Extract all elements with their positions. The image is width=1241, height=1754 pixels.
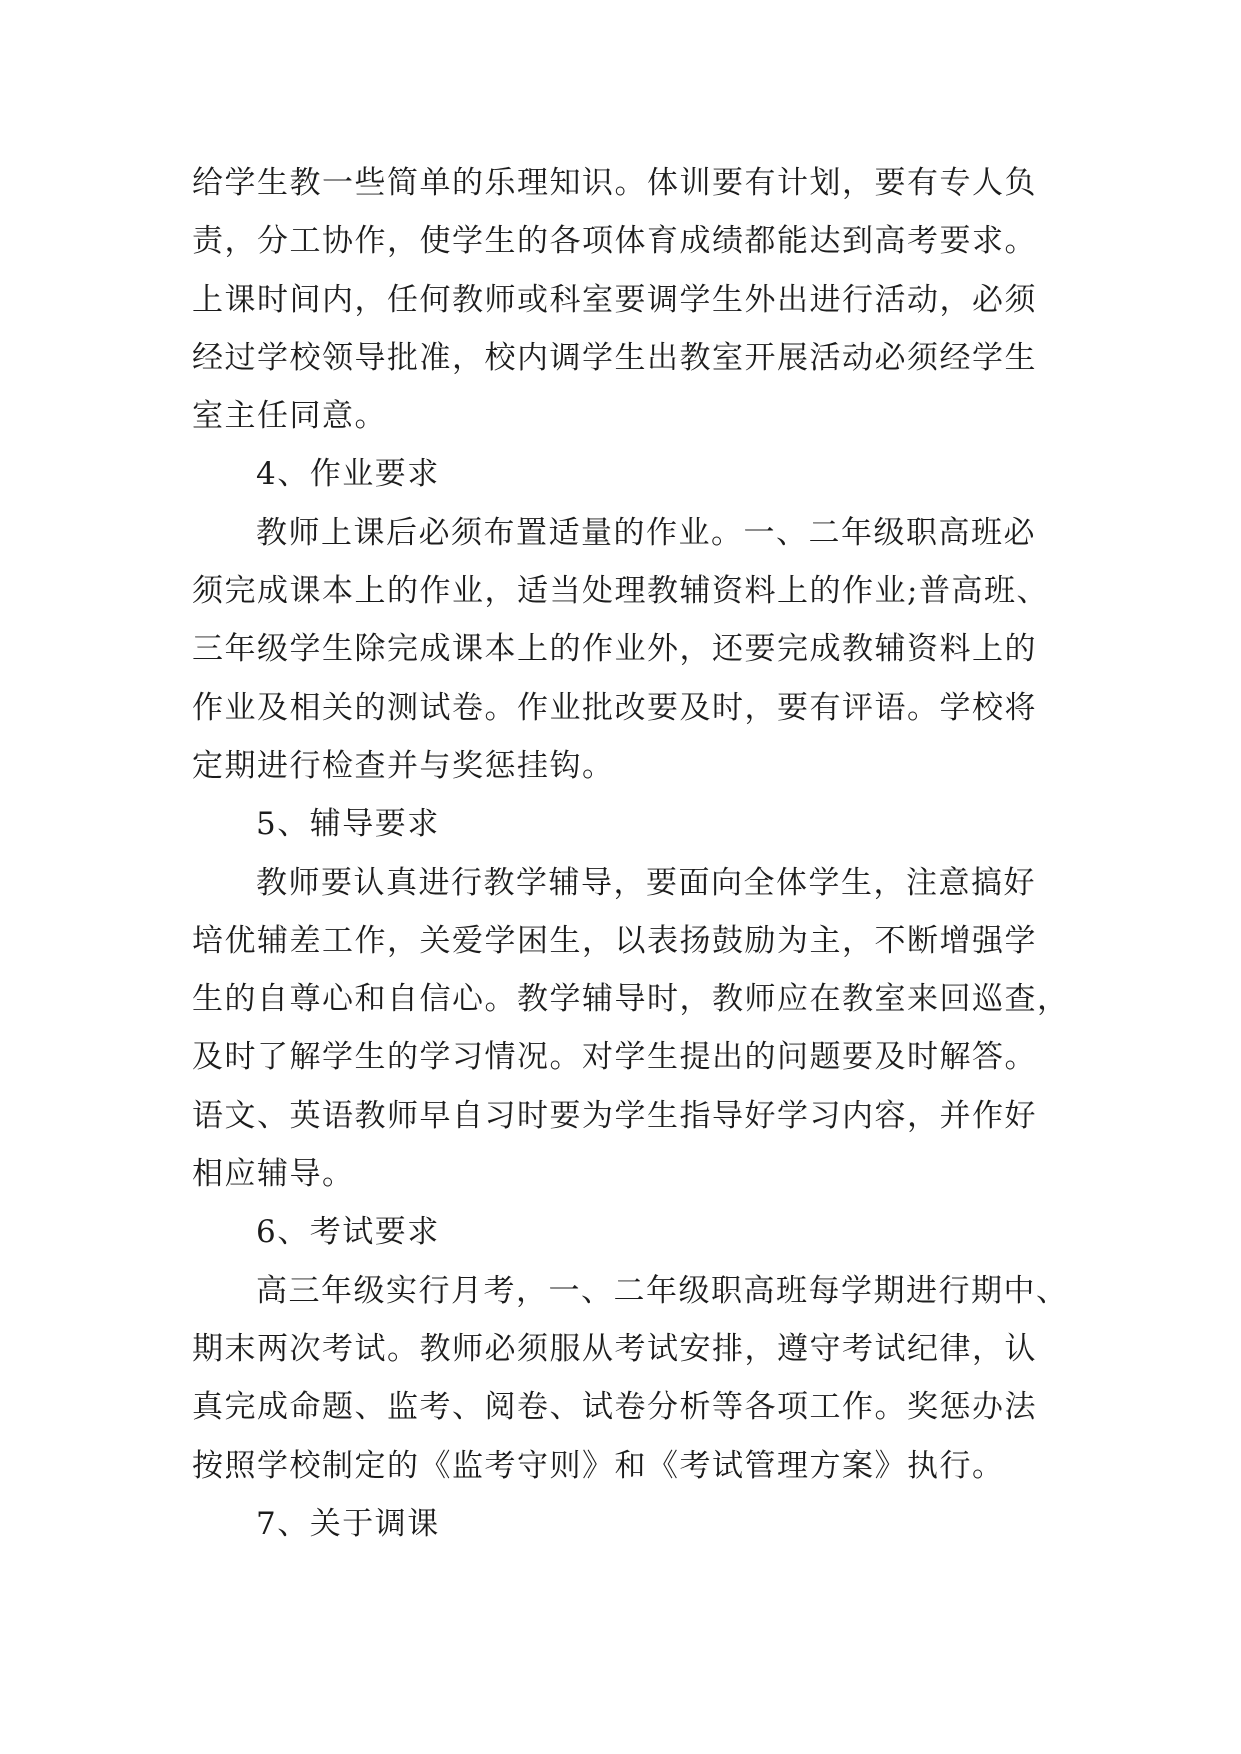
text-line: 责，分工协作，使学生的各项体育成绩都能达到高考要求。	[192, 223, 1037, 260]
text-line: 及时了解学生的学习情况。对学生提出的问题要及时解答。	[192, 1039, 1037, 1076]
text-line: 生的自尊心和自信心。教学辅导时，教师应在教室来回巡查，	[192, 981, 1070, 1018]
text-line: 上课时间内，任何教师或科室要调学生外出进行活动，必须	[192, 281, 1037, 318]
text-line: 三年级学生除完成课本上的作业外，还要完成教辅资料上的	[192, 631, 1037, 668]
text-line: 培优辅差工作，关爱学困生，以表扬鼓励为主，不断增强学	[192, 922, 1037, 959]
text-line: 教师上课后必须布置适量的作业。一、二年级职高班必	[256, 514, 1036, 551]
text-line: 教师要认真进行教学辅导，要面向全体学生，注意搞好	[256, 864, 1036, 901]
document-body	[192, 154, 1070, 1553]
section-heading-6: 6、考试要求	[256, 1214, 440, 1251]
text-line: 经过学校领导批准，校内调学生出教室开展活动必须经学生	[192, 339, 1037, 376]
section-heading-4: 4、作业要求	[256, 456, 440, 493]
text-line: 按照学校制定的《监考守则》和《考试管理方案》执行。	[192, 1447, 1005, 1484]
text-line: 真完成命题、监考、阅卷、试卷分析等各项工作。奖惩办法	[192, 1389, 1037, 1426]
text-line: 须完成课本上的作业，适当处理教辅资料上的作业;普高班、	[192, 573, 1049, 610]
section-heading-5: 5、辅导要求	[256, 806, 440, 843]
text-line: 作业及相关的测试卷。作业批改要及时，要有评语。学校将	[192, 689, 1037, 726]
text-line: 定期进行检查并与奖惩挂钩。	[192, 747, 615, 784]
text-line: 给学生教一些简单的乐理知识。体训要有计划，要有专人负	[192, 165, 1037, 201]
text-line: 高三年级实行月考，一、二年级职高班每学期进行期中、	[256, 1272, 1069, 1309]
section-heading-7: 7、关于调课	[256, 1505, 440, 1542]
text-line: 相应辅导。	[192, 1156, 355, 1193]
text-line: 期末两次考试。教师必须服从考试安排，遵守考试纪律，认	[192, 1330, 1037, 1367]
text-line: 室主任同意。	[192, 398, 387, 435]
text-line: 语文、英语教师早自习时要为学生指导好学习内容，并作好	[192, 1097, 1037, 1134]
